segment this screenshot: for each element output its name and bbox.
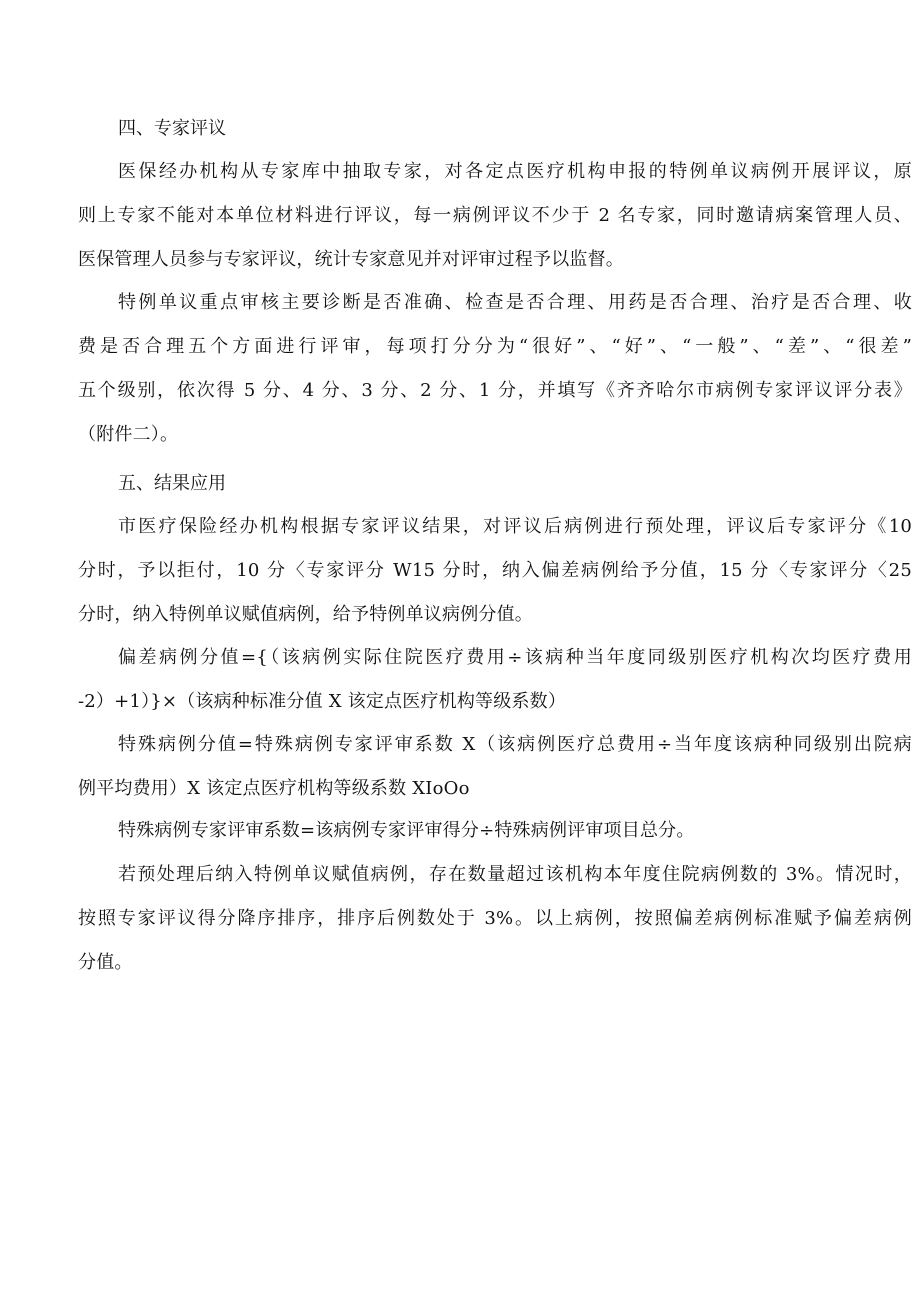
paragraph-review-criteria bbox=[78, 281, 912, 457]
text-line: 特殊病例分值=特殊病例专家评审系数 X（该病例医疗总费用÷当年度该病种同级别出院病 bbox=[118, 734, 912, 755]
text-line: 则上专家不能对本单位材料进行评议，每一病例评议不少于 2 名专家，同时邀请病案管理人员、 bbox=[78, 205, 912, 226]
text-line: 分时，纳入特例单议赋值病例，给予特例单议病例分值。 bbox=[78, 604, 533, 625]
text-line: 若预处理后纳入特例单议赋值病例，存在数量超过该机构本年度住院病例数的 3%。情况时， bbox=[118, 864, 912, 885]
text-line: 按照专家评议得分降序排序，排序后例数处于 3%。以上病例，按照偏差病例标准赋予偏差病例 bbox=[78, 908, 912, 929]
paragraph-excess-handling bbox=[78, 853, 912, 985]
text-line: -2）+1）}×（该病种标准分值 X 该定点医疗机构等级系数） bbox=[78, 691, 567, 712]
section-heading-result-application: 五、结果应用 bbox=[118, 473, 226, 494]
text-line: 医保经办机构从专家库中抽取专家，对各定点医疗机构申报的特例单议病例开展评议，原 bbox=[118, 161, 912, 182]
text-line: （附件二）。 bbox=[78, 424, 179, 445]
text-line: 分值。 bbox=[78, 952, 133, 973]
text-line: 例平均费用）X 该定点医疗机构等级系数 XIoOo bbox=[78, 778, 470, 799]
formula-expert-coefficient bbox=[78, 809, 912, 853]
text-line: 市医疗保险经办机构根据专家评议结果，对评议后病例进行预处理，评议后专家评分《10 bbox=[118, 516, 912, 537]
text-line: 医保管理人员参与专家评议，统计专家意见并对评审过程予以监督。 bbox=[78, 249, 624, 270]
text-line: 特殊病例专家评审系数=该病例专家评审得分÷特殊病例评审项目总分。 bbox=[118, 820, 695, 841]
formula-deviation-score bbox=[78, 636, 912, 724]
text-line: 费是否合理五个方面进行评审，每项打分分为“很好”、“好”、“一般”、“差”、“很差” bbox=[78, 336, 912, 357]
text-line: 五个级别，依次得 5 分、4 分、3 分、2 分、1 分，并填写《齐齐哈尔市病例专家评议评分表》 bbox=[78, 380, 912, 401]
formula-special-case-score bbox=[78, 723, 912, 811]
text-line: 分时，予以拒付，10 分〈专家评分 W15 分时，纳入偏差病例给予分值，15 分〈专家评分〈25 bbox=[78, 560, 912, 581]
text-line: 特例单议重点审核主要诊断是否准确、检查是否合理、用药是否合理、治疗是否合理、收 bbox=[118, 292, 912, 313]
paragraph-preprocessing bbox=[78, 505, 912, 637]
section-heading-expert-review: 四、专家评议 bbox=[118, 118, 226, 139]
paragraph-expert-selection bbox=[78, 150, 912, 282]
text-line: 偏差病例分值={（该病例实际住院医疗费用÷该病种当年度同级别医疗机构次均医疗费用 bbox=[118, 647, 912, 668]
